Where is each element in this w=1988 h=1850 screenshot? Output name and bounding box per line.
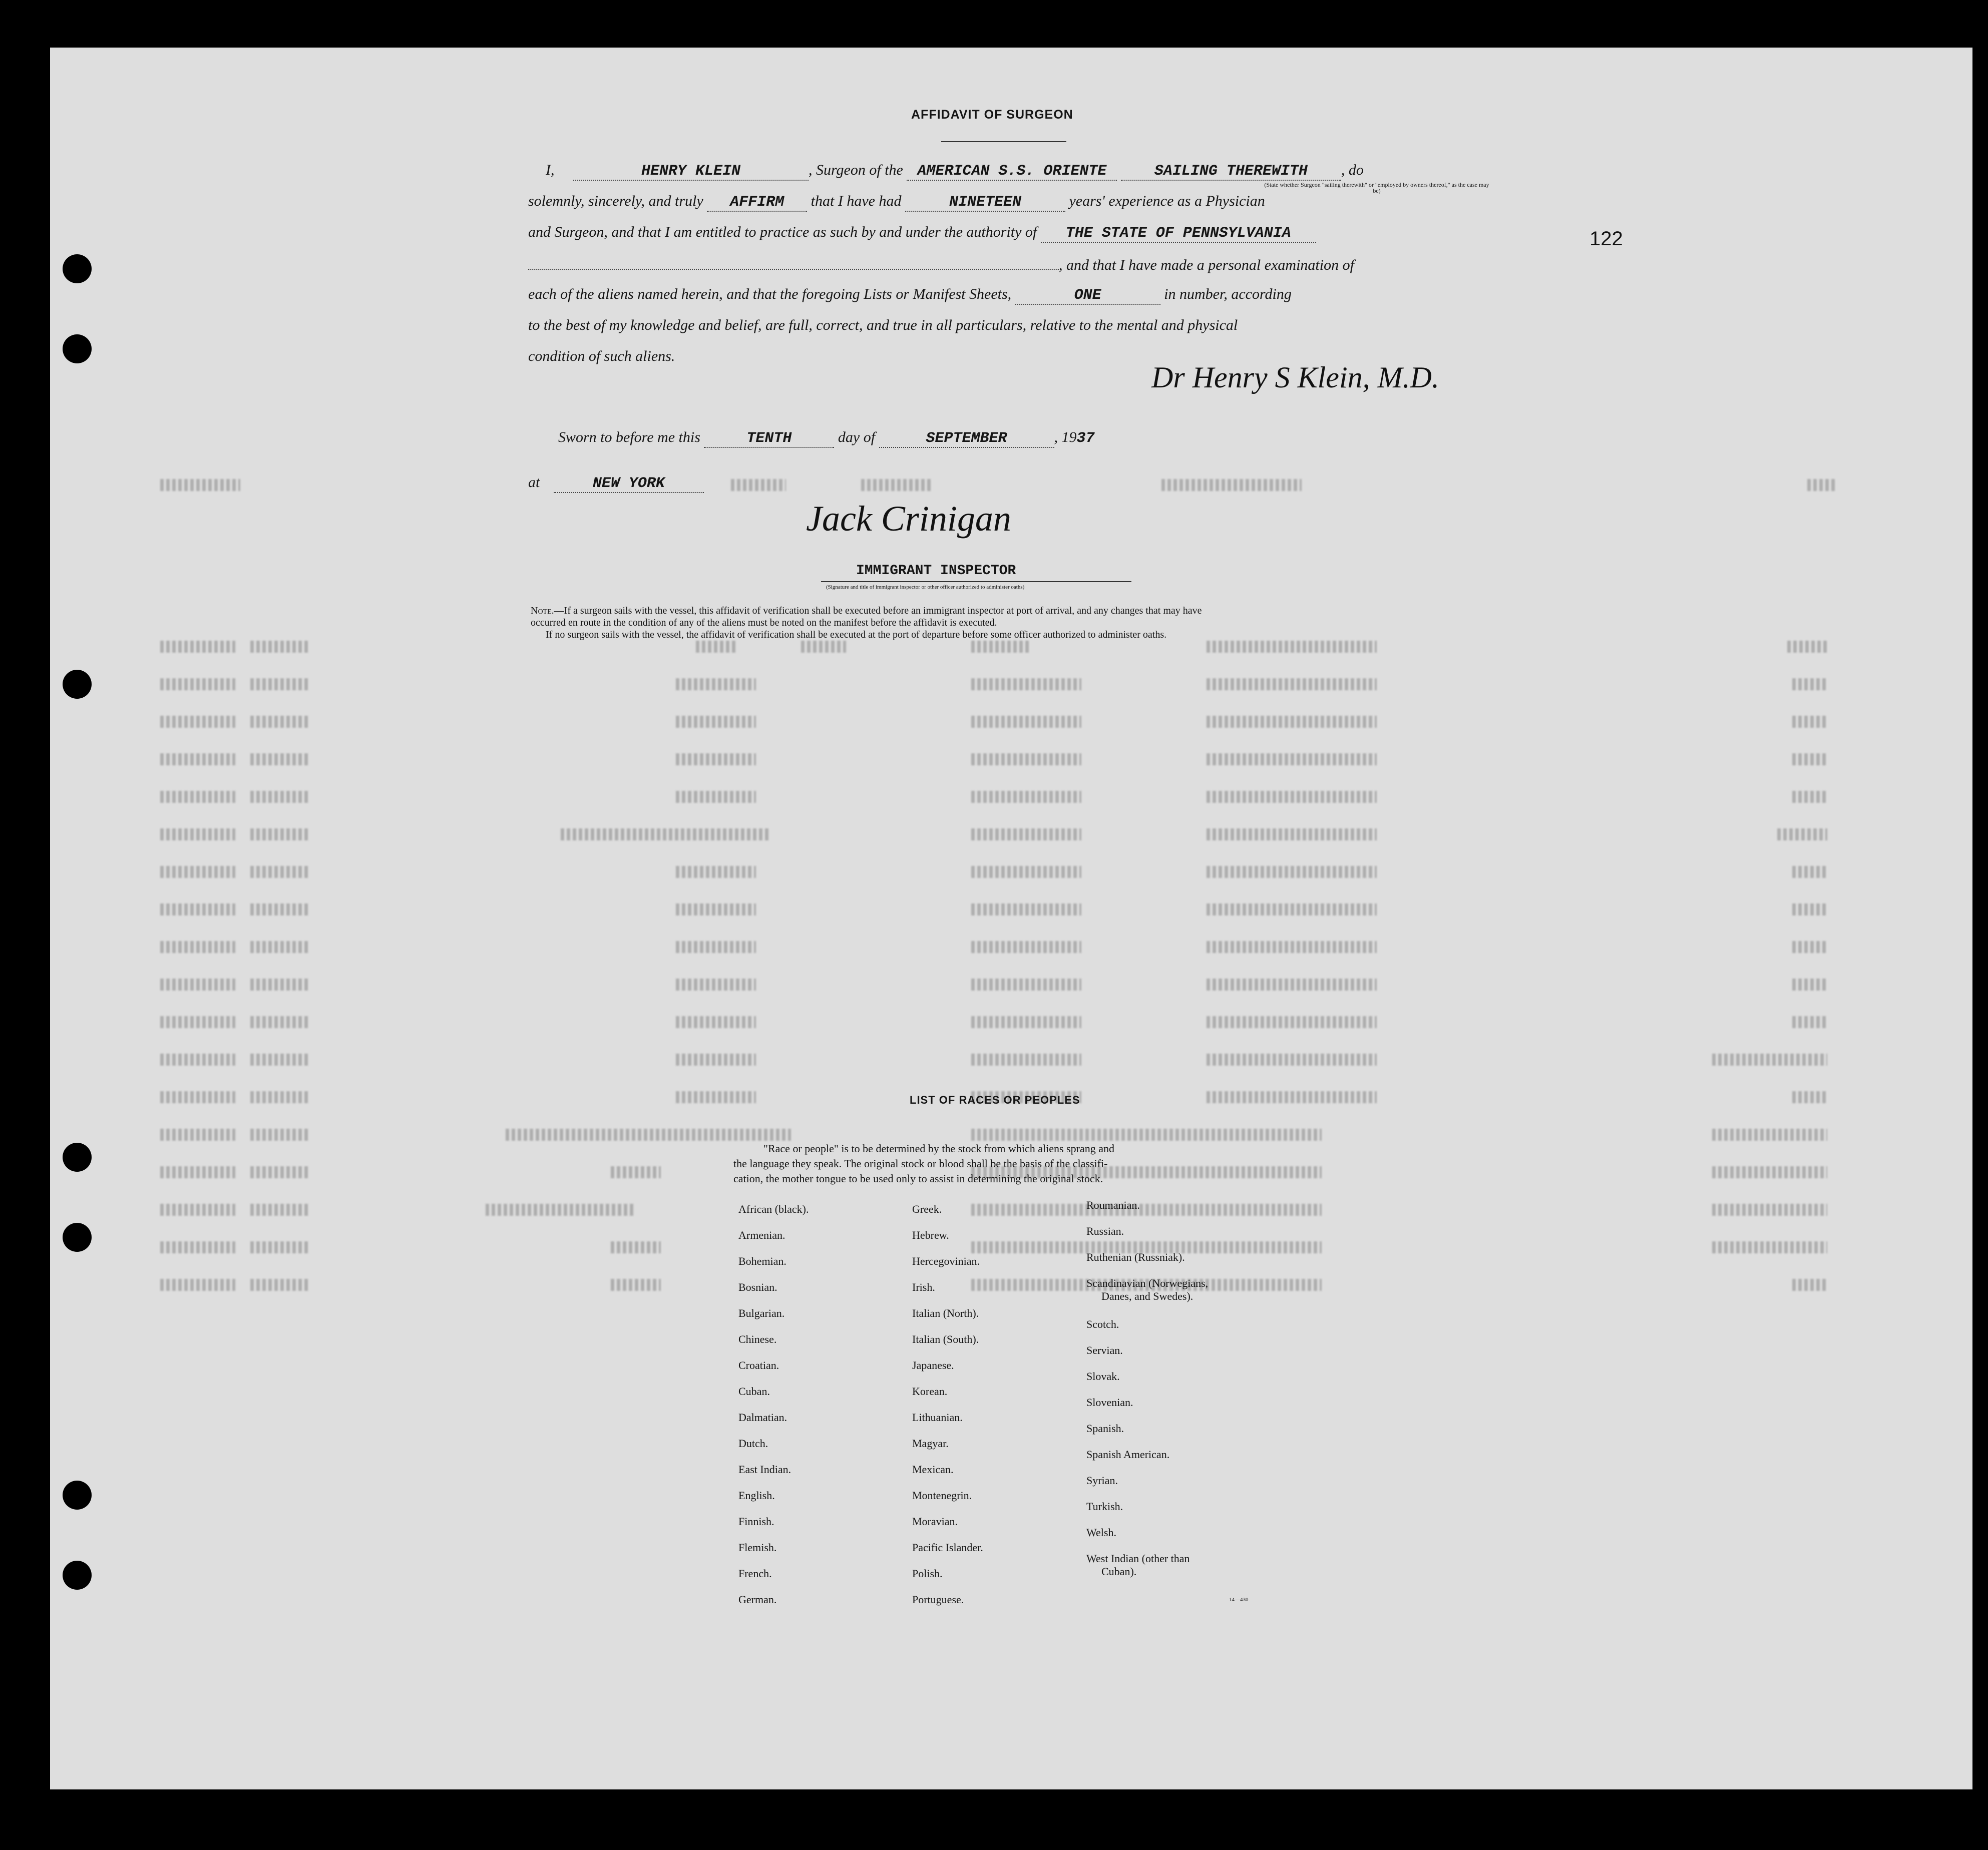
line-5-post: in number, according [1164, 286, 1292, 302]
race-item: Mexican. [912, 1463, 954, 1476]
bleed-through-row [160, 479, 1882, 499]
pronoun-text: I, [546, 162, 555, 178]
affidavit-line-1 [546, 162, 1364, 181]
race-item: Moravian. [912, 1515, 958, 1528]
race-item: Pacific Islander. [912, 1541, 983, 1554]
race-item: French. [738, 1567, 772, 1580]
at-line [528, 474, 704, 493]
place-field: NEW YORK [554, 475, 704, 493]
races-intro [703, 1141, 1114, 1186]
race-item: Portuguese. [912, 1593, 964, 1606]
capacity-note: (State whether Surgeon "sailing therewith" or "employed by owners thereof," as the case may be) [1264, 181, 1489, 194]
race-item: Turkish. [1086, 1500, 1123, 1513]
race-item: Russian. [1086, 1225, 1124, 1237]
race-item: Hercegovinian. [912, 1255, 980, 1267]
authority-field: THE STATE OF PENNSYLVANIA [1041, 225, 1316, 243]
inspector-line [821, 581, 1131, 582]
binder-hole [63, 254, 92, 283]
line-3-pre: and Surgeon, and that I am entitled to practice as such by and under the authority of [528, 224, 1037, 240]
race-item: Ruthenian (Russniak). [1086, 1251, 1185, 1263]
binder-hole [63, 1143, 92, 1172]
bleed-through-row [160, 1241, 1882, 1261]
do-text: , do [1341, 162, 1364, 178]
line-2-post: years' experience as a Physician [1069, 193, 1265, 209]
oath-field: AFFIRM [707, 194, 807, 212]
race-item: Cuban). [1101, 1565, 1137, 1578]
race-item: Slovak. [1086, 1370, 1120, 1382]
affidavit-line-5 [528, 286, 1292, 305]
inspector-title: IMMIGRANT INSPECTOR [856, 563, 1016, 579]
bleed-through-row [160, 1204, 1882, 1224]
blank-field [528, 255, 1059, 270]
race-item: Bosnian. [738, 1281, 777, 1293]
bleed-through-row [160, 1279, 1882, 1299]
race-item: Japanese. [912, 1359, 954, 1371]
race-item: Bohemian. [738, 1255, 786, 1267]
races-intro-2: the language they speak. The original stock or blood shall be the basis of the classifi- [733, 1157, 1108, 1170]
affidavit-line-4 [528, 255, 1354, 274]
note-text-1: —If a surgeon sails with the vessel, this affidavit of verification shall be executed before an immigrant inspector at port of arrival, and any changes that may have [554, 605, 1202, 616]
race-item: Roumanian. [1086, 1199, 1140, 1211]
race-item: Welsh. [1086, 1526, 1116, 1539]
binder-hole [63, 1561, 92, 1590]
binder-hole [63, 1223, 92, 1252]
race-item: Scotch. [1086, 1318, 1119, 1330]
bleed-through-row [160, 979, 1882, 999]
line-2-mid: that I have had [811, 193, 902, 209]
note-line-3: If no surgeon sails with the vessel, the affidavit of verification shall be executed at the port of departure before some officer authorized to administer oaths. [546, 629, 1167, 640]
sworn-line [558, 429, 1095, 448]
document-page [50, 48, 1972, 1789]
race-item: Irish. [912, 1281, 935, 1293]
affidavit-line-2 [528, 193, 1265, 212]
form-number: 14—430 [1229, 1597, 1249, 1603]
line-4-post: , and that I have made a personal examination of [1059, 257, 1354, 273]
document-title: AFFIDAVIT OF SURGEON [911, 108, 1073, 122]
race-item: Spanish American. [1086, 1448, 1170, 1461]
bleed-through-row [160, 1054, 1882, 1074]
bleed-through-row [160, 866, 1882, 886]
bleed-through-row [160, 791, 1882, 811]
sworn-month-field: SEPTEMBER [879, 430, 1054, 448]
race-item: Chinese. [738, 1333, 777, 1345]
surgeon-signature: Dr Henry S Klein, M.D. [1151, 361, 1439, 394]
race-item: West Indian (other than [1086, 1552, 1190, 1565]
race-item: Dalmatian. [738, 1411, 787, 1424]
line-2-pre: solemnly, sincerely, and truly [528, 193, 703, 209]
surgeon-of-text: , Surgeon of the [809, 162, 903, 178]
sheet-count-field: ONE [1015, 287, 1160, 305]
years-field: NINETEEN [905, 194, 1065, 212]
race-item: Croatian. [738, 1359, 779, 1371]
race-item: Cuban. [738, 1385, 770, 1398]
sworn-year-field: 37 [1076, 430, 1095, 447]
race-item: Montenegrin. [912, 1489, 972, 1502]
race-item: Servian. [1086, 1344, 1123, 1356]
race-item: Italian (South). [912, 1333, 979, 1345]
affidavit-line-6: to the best of my knowledge and belief, are full, correct, and true in all particulars, relative to the mental and physical [528, 317, 1238, 333]
note-label: Note. [531, 605, 554, 616]
bleed-through-row [160, 716, 1882, 736]
race-item: Danes, and Swedes). [1101, 1290, 1194, 1302]
race-item: German. [738, 1593, 777, 1606]
bleed-through-row [160, 753, 1882, 773]
inspector-note: (Signature and title of immigrant inspector or other officer authorized to administer oaths) [826, 584, 1025, 590]
race-item: Dutch. [738, 1437, 768, 1450]
race-item: African (black). [738, 1203, 809, 1215]
vessel-field: AMERICAN S.S. ORIENTE [907, 163, 1117, 181]
title-underline [941, 141, 1066, 142]
race-item: Italian (North). [912, 1307, 979, 1319]
binder-hole [63, 1481, 92, 1510]
sworn-day-field: TENTH [704, 430, 834, 448]
races-intro-1: "Race or people" is to be determined by the stock from which aliens sprang and [763, 1142, 1114, 1155]
race-item: Bulgarian. [738, 1307, 785, 1319]
race-item: Syrian. [1086, 1474, 1118, 1487]
race-item: Finnish. [738, 1515, 774, 1528]
bleed-through-row [160, 903, 1882, 923]
race-item: Scandinavian (Norwegians, [1086, 1277, 1209, 1289]
binder-hole [63, 334, 92, 363]
bleed-through-row [160, 828, 1882, 848]
bleed-through-row [160, 941, 1882, 961]
capacity-field: SAILING THEREWITH [1121, 163, 1341, 181]
line-5-pre: each of the aliens named herein, and that the foregoing Lists or Manifest Sheets, [528, 286, 1012, 302]
note-paragraph [531, 605, 1202, 641]
bleed-through-row [160, 678, 1882, 698]
race-item: Armenian. [738, 1229, 785, 1241]
race-item: Slovenian. [1086, 1396, 1133, 1409]
race-item: Flemish. [738, 1541, 777, 1554]
races-intro-3: cation, the mother tongue to be used only to assist in determining the original stock. [733, 1172, 1103, 1185]
sworn-year-prefix: , 19 [1054, 429, 1077, 445]
sworn-day-of: day of [838, 429, 876, 445]
binder-hole [63, 670, 92, 699]
race-item: Hebrew. [912, 1229, 949, 1241]
race-item: East Indian. [738, 1463, 791, 1476]
affidavit-line-7: condition of such aliens. [528, 348, 675, 364]
note-line-2: occurred en route in the condition of any of the aliens must be noted on the manifest before the affidavit is executed. [531, 617, 997, 628]
inspector-signature: Jack Crinigan [806, 499, 1011, 539]
affidavit-line-3 [528, 224, 1316, 243]
race-item: Lithuanian. [912, 1411, 963, 1424]
race-item: Polish. [912, 1567, 943, 1580]
race-item: English. [738, 1489, 775, 1502]
surgeon-name-field: HENRY KLEIN [573, 163, 809, 181]
race-item: Greek. [912, 1203, 942, 1215]
sworn-pre: Sworn to before me this [558, 429, 700, 445]
at-pre: at [528, 474, 540, 491]
bleed-through-row [160, 1016, 1882, 1036]
race-item: Korean. [912, 1385, 948, 1398]
bleed-through-row [160, 641, 1882, 661]
races-title: LIST OF RACES OR PEOPLES [910, 1094, 1080, 1106]
note-line-1 [531, 605, 1202, 617]
page-number: 122 [1589, 228, 1623, 250]
race-item: Magyar. [912, 1437, 949, 1450]
race-item: Spanish. [1086, 1422, 1124, 1435]
